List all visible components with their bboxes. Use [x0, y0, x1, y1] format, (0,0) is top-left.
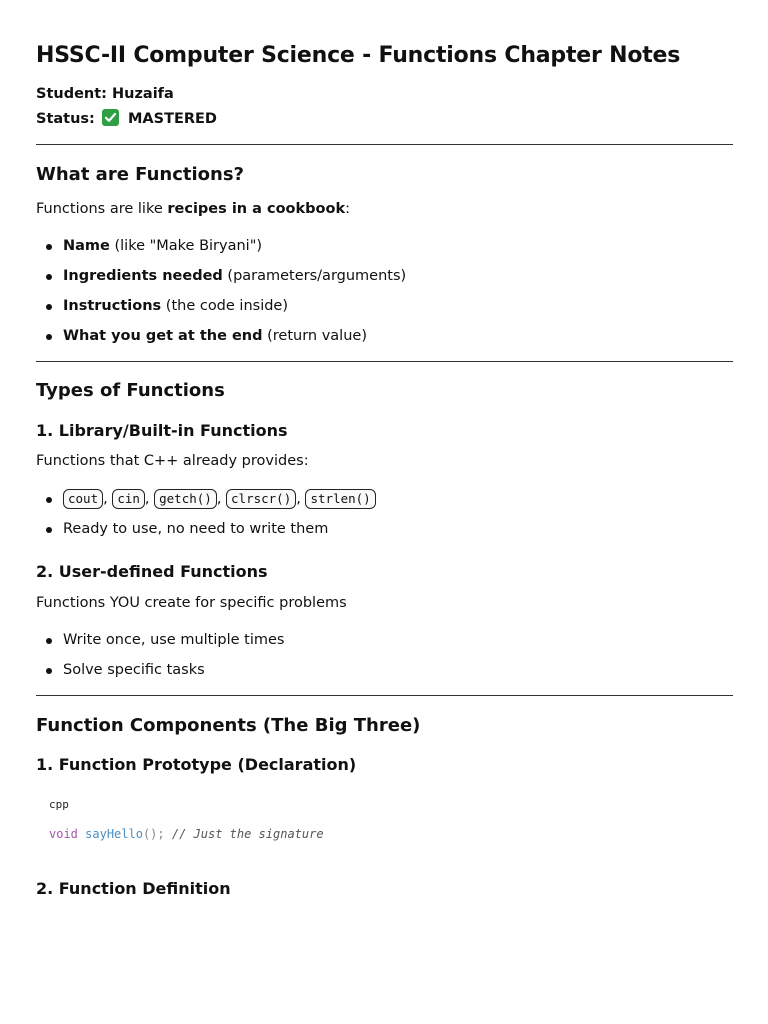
- subheading-user-defined: 2. User-defined Functions: [36, 562, 268, 581]
- library-intro: Functions that C++ already provides:: [36, 453, 309, 469]
- library-list: [36, 489, 726, 549]
- separator: ,: [216, 491, 227, 507]
- divider: [36, 144, 733, 145]
- list-item: [36, 326, 726, 356]
- student-label: Student:: [36, 86, 107, 102]
- item-term: Name: [63, 238, 110, 254]
- item-term: Instructions: [63, 298, 162, 314]
- separator: ,: [296, 491, 306, 507]
- inline-code: getch(): [154, 489, 217, 509]
- intro-colon: :: [345, 201, 350, 217]
- divider: [36, 695, 733, 696]
- student-name: Huzaifa: [112, 86, 174, 102]
- subheading-library: 1. Library/Built-in Functions: [36, 421, 288, 440]
- separator: ,: [103, 491, 113, 507]
- list-item: [36, 489, 726, 519]
- inline-code: clrscr(): [226, 489, 296, 509]
- page-title: HSSC-II Computer Science - Functions Chapter Notes: [36, 43, 681, 68]
- inline-code: strlen(): [305, 489, 375, 509]
- section-heading-types: Types of Functions: [36, 380, 225, 401]
- item-term: Ingredients needed: [63, 268, 223, 284]
- status-label: Status:: [36, 111, 95, 127]
- item-desc: (like "Make Biryani"): [109, 238, 263, 254]
- status-line: [36, 109, 217, 127]
- code-language-label: cpp: [49, 798, 69, 811]
- list-item: [36, 630, 726, 660]
- item-text: Write once, use multiple times: [63, 632, 285, 648]
- student-line: [36, 86, 174, 102]
- separator: ,: [144, 491, 155, 507]
- divider: [36, 361, 733, 362]
- what-list: [36, 236, 726, 356]
- item-desc: (return value): [262, 328, 367, 344]
- subheading-prototype: 1. Function Prototype (Declaration): [36, 755, 357, 774]
- list-item: [36, 236, 726, 266]
- code-line: [49, 827, 324, 841]
- item-text: Solve specific tasks: [63, 662, 205, 678]
- list-item: [36, 519, 726, 549]
- list-item: [36, 660, 726, 690]
- intro-emphasis: recipes in a cookbook: [167, 201, 346, 217]
- code-punctuation: ();: [142, 827, 165, 841]
- item-desc: (parameters/arguments): [222, 268, 407, 284]
- code-function-name: sayHello: [85, 827, 143, 841]
- what-intro: [36, 201, 350, 217]
- list-item: [36, 266, 726, 296]
- status-value: MASTERED: [127, 111, 217, 127]
- intro-text: Functions are like: [36, 201, 168, 217]
- user-intro: Functions YOU create for specific problems: [36, 595, 347, 611]
- section-heading-components: Function Components (The Big Three): [36, 715, 421, 736]
- inline-code: cin: [112, 489, 145, 509]
- item-term: What you get at the end: [63, 328, 263, 344]
- user-list: [36, 630, 726, 690]
- code-comment: // Just the signature: [164, 827, 324, 841]
- item-desc: (the code inside): [161, 298, 289, 314]
- inline-code: cout: [63, 489, 103, 509]
- code-block: [36, 790, 733, 860]
- section-heading-what: What are Functions?: [36, 164, 244, 185]
- list-item: [36, 296, 726, 326]
- code-keyword: void: [49, 827, 78, 841]
- item-text: Ready to use, no need to write them: [63, 521, 329, 537]
- subheading-definition: 2. Function Definition: [36, 879, 231, 898]
- check-mark-icon: [102, 109, 119, 126]
